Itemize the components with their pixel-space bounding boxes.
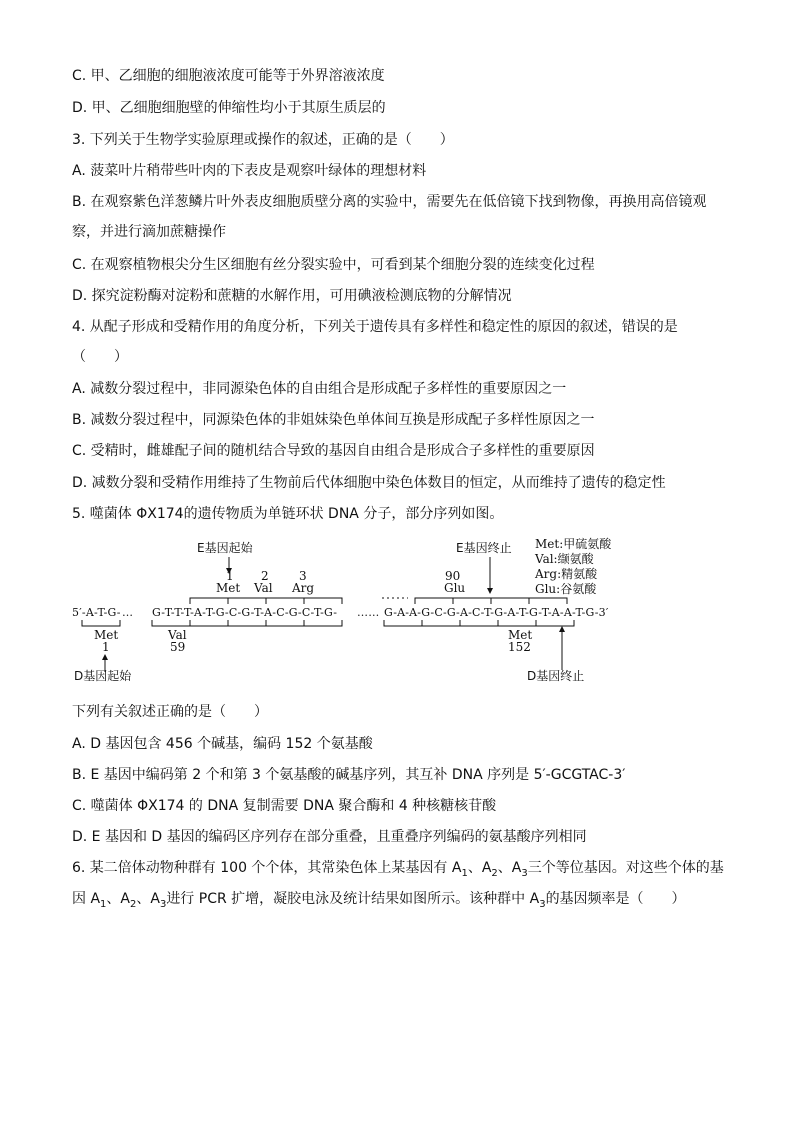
d-codon-59-aa: Val [168,628,187,642]
question-3-stem: 3. 下列关于生物学实验原理或操作的叙述，正确的是（ ） [72,132,454,148]
legend-val: Val:缬氨酸 [535,552,594,566]
d-codon-152-number: 152 [508,640,531,654]
e-gene-stop-label: E基因终止 [456,541,512,555]
d-codon-59-number: 59 [170,640,186,654]
d-frame-brackets [82,620,574,626]
question-4-stem: 4. 从配子形成和受精作用的角度分析，下列关于遗传具有多样性和稳定性的原因的叙述，错误的是 [72,319,678,335]
d-codon-152-aa: Met [508,628,533,642]
question-4-option-d: D. 减数分裂和受精作用维持了生物前后代体细胞中染色体数目的恒定，从而维持了遗传的稳定性 [72,475,666,491]
question-4-option-a: A. 减数分裂过程中，非同源染色体的自由组合是形成配子多样性的重要原因之一 [72,381,567,397]
d-gene-stop-label: D基因终止 [527,669,585,683]
legend-arg: Arg:精氨酸 [535,567,598,581]
legend-glu: Glu:谷氨酸 [535,582,597,596]
question-3-option-b-cont: 察，并进行滴加蔗糖操作 [72,224,226,240]
e-codon-2-number: 2 [261,569,269,583]
e-frame-brackets [190,598,567,604]
e-codon-3-aa: Arg [292,581,315,595]
sequence-dots-left: … [122,606,134,619]
option-c-prev: C. 甲、乙细胞的细胞液浓度可能等于外界溶液浓度 [72,68,385,84]
e-codon-3-number: 3 [299,569,307,583]
question-5-option-c: C. 噬菌体 ΦX174 的 DNA 复制需要 DNA 聚合酶和 4 种核糖核苷酸 [72,798,497,814]
legend-met: Met:甲硫氨酸 [535,537,612,551]
e-codon-90-aa: Glu [444,581,466,595]
question-5-option-b: B. E 基因中编码第 2 个和第 3 个氨基酸的碱基序列，其互补 DNA 序列是 5′-GCGTAC-3′ [72,767,626,783]
e-codon-1-number: 1 [226,569,234,583]
dna-sequence-diagram [72,532,632,692]
question-3-option-b: B. 在观察紫色洋葱鳞片叶外表皮细胞质壁分离的实验中，需要先在低倍镜下找到物像，再换用高倍镜观 [72,194,707,210]
question-3-option-c: C. 在观察植物根尖分生区细胞有丝分裂实验中，可看到某个细胞分裂的连续变化过程 [72,257,595,273]
question-4-option-c: C. 受精时，雌雄配子间的随机结合导致的基因自由组合是形成合子多样性的重要原因 [72,443,595,459]
question-6-stem-cont: 因 $A_1$、$A_2$、$A_3$进行 PCR 扩增，凝胶电泳及统计结果如图所示。该种群中 $A_3$的基因频率是（ ） [72,891,686,910]
question-3-option-d: D. 探究淀粉酶对淀粉和蔗糖的水解作用，可用碘液检测底物的分解情况 [72,288,512,304]
question-5-option-d: D. E 基因和 D 基因的编码区序列存在部分重叠，且重叠序列编码的氨基酸序列相同 [72,829,587,845]
option-d-prev: D. 甲、乙细胞细胞壁的伸缩性均小于其原生质层的 [72,100,386,116]
sequence-left: 5′-A-T-G- [72,606,121,619]
e-codon-2-aa: Val [254,581,273,595]
question-5-stem: 5. 噬菌体 ΦX174的遗传物质为单链环状 DNA 分子，部分序列如图。 [72,506,504,522]
d-codon-1-aa: Met [94,628,119,642]
dna-sequence-svg [72,532,632,692]
e-codon-90-number: 90 [445,569,461,583]
sequence-middle: G-T-T-T-A-T-G-C-G-T-A-C-G-C-T-G- [152,606,338,619]
d-codon-1-number: 1 [102,640,110,654]
e-codon-1-aa: Met [216,581,241,595]
question-5-option-a: A. D 基因包含 456 个碱基，编码 152 个氨基酸 [72,736,373,752]
question-5-question: 下列有关叙述正确的是（ ） [72,704,268,720]
sequence-dots-middle: …… [357,606,380,619]
question-3-option-a: A. 菠菜叶片稍带些叶肉的下表皮是观察叶绿体的理想材料 [72,163,427,179]
sequence-right: G-A-A-G-C-G-A-C-T-G-A-T-G-T-A-A-T-G-3′ [384,606,609,619]
question-4-stem-cont: （ ） [72,349,128,365]
e-gene-start-label: E基因起始 [197,541,253,555]
question-4-option-b: B. 减数分裂过程中，同源染色体的非姐妹染色单体间互换是形成配子多样性原因之一 [72,412,595,428]
question-6-stem: 6. 某二倍体动物种群有 100 个个体，其常染色体上某基因有 $A_1$、$A_2$、$A_3$三个等位基因。对这些个体的基 [72,860,724,879]
d-gene-start-label: D基因起始 [74,669,132,683]
